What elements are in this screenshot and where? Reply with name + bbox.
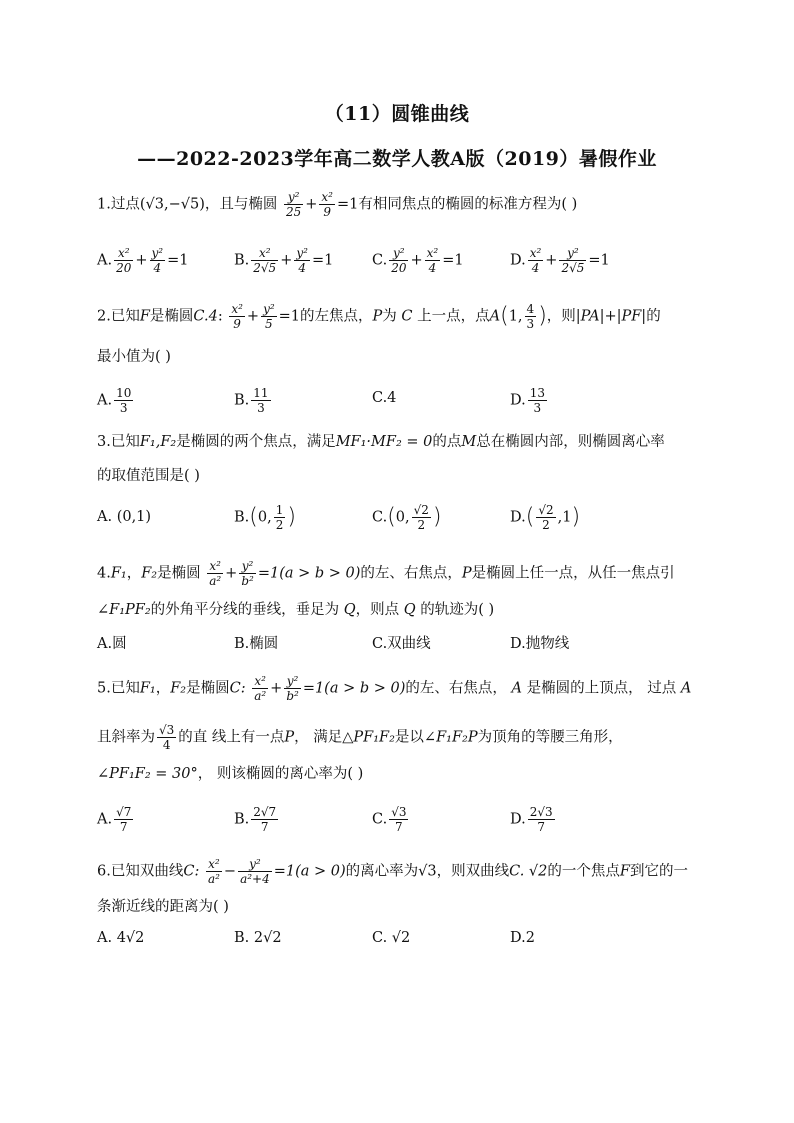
q4-option-b: B.椭圆 xyxy=(234,636,279,652)
q6-option-d: D.2 xyxy=(510,930,535,946)
q1-point: (√3,−√5) xyxy=(139,196,205,213)
page-subtitle: ——2022-2023学年高二数学人教A版（2019）暑假作业 xyxy=(137,148,657,170)
q4-option-c: C.双曲线 xyxy=(372,636,431,652)
q1-option-d: D. $\frac{\text{x²}}{4}$ + $\frac{\text{y²}}{2√5}$ =1 xyxy=(510,246,610,275)
q5-option-c: C. $\frac{√3}{7}$ xyxy=(372,805,407,834)
q3-option-c: C.(0, $\frac{√2}{2}$ ) xyxy=(372,503,442,532)
q1-option-c: C. $\frac{\text{y²}}{20}$ + $\frac{\text{x²}}{4}$ =1 xyxy=(372,246,464,275)
q3-stem-line2: 的取值范围是( ) xyxy=(97,468,200,484)
q6-stem: 6.已知双曲线C: $\frac{\text{x²}}{\text{a²}}$ − $\frac{\text{y²}}{\text{a²+4}}$ =1(a > 0)的离心率为√3，则双曲线C. √2的一个焦点F到它的一 xyxy=(97,857,688,886)
q4-option-d: D.抛物线 xyxy=(510,636,570,652)
q6-option-a: A. 4√2 xyxy=(97,930,145,946)
q5-stem-line3: ∠PF₁F₂ = 30°， 则该椭圆的离心率为( ) xyxy=(97,766,364,782)
q4-stem: 4.F₁，F₂是椭圆 $\frac{\text{x²}}{\text{a²}}$ + $\frac{\text{y²}}{\text{b²}}$ =1(a > b > 0)的左、右焦点，P是椭圆上任一点，从任一焦点引 xyxy=(97,559,675,588)
q4-stem-line2: ∠F₁PF₂的外角平分线的垂线，垂足为 Q，则点 Q 的轨迹为( ) xyxy=(97,602,495,618)
page-title: （11）圆锥曲线 xyxy=(324,103,470,125)
q2-option-b: B. $\frac{11}{3}$ xyxy=(234,386,269,415)
q2-option-c: C.4 xyxy=(372,390,397,406)
q5-option-b: B. $\frac{2√7}{7}$ xyxy=(234,805,277,834)
q1-stem: 1.过点(√3,−√5)，且与椭圆 $\frac{\text{y²}}{25}$ + $\frac{\text{x²}}{9}$ =1有相同焦点的椭圆的标准方程为( ) xyxy=(97,190,578,219)
q4-option-a: A.圆 xyxy=(97,636,127,652)
q3-stem: 3.已知F₁,F₂是椭圆的两个焦点，满足MF₁·MF₂ = 0的点M总在椭圆内部，则椭圆离心率 xyxy=(97,434,665,450)
q2-stem-line2: 最小值为( ) xyxy=(97,349,171,365)
q3-option-d: D.( $\frac{√2}{2}$ ,1) xyxy=(510,503,581,532)
q5-option-d: D. $\frac{2√3}{7}$ xyxy=(510,805,553,834)
q6-stem-line2: 条渐近线的距离为( ) xyxy=(97,899,229,915)
q2-stem: 2.已知F是椭圆C.4: $\frac{\text{x²}}{9}$ + $\frac{\text{y²}}{5}$ =1的左焦点，P为 C 上一点，点A(1, $\frac{4}{3}$ )，则|PA|+|PF|的 xyxy=(97,302,661,331)
q1-option-b: B. $\frac{\text{x²}}{2√5}$ + $\frac{\text{y²}}{4}$ =1 xyxy=(234,246,334,275)
q3-option-b: B.(0, $\frac{1}{2}$ ) xyxy=(234,503,296,532)
q6-option-b: B. 2√2 xyxy=(234,930,282,946)
q1-option-a: A. $\frac{\text{x²}}{20}$ + $\frac{\text{y²}}{4}$ =1 xyxy=(97,246,189,275)
q3-option-a: A. (0,1) xyxy=(97,509,152,525)
q5-stem-line2: 且斜率为 $\frac{√3}{4}$ 的直 线上有一点P， 满足△PF₁F₂是以∠F₁F₂P为顶角的等腰三角形， xyxy=(97,723,623,752)
q5-option-a: A. $\frac{√7}{7}$ xyxy=(97,805,132,834)
q2-option-a: A. $\frac{10}{3}$ xyxy=(97,386,132,415)
q2-option-d: D. $\frac{13}{3}$ xyxy=(510,386,545,415)
q5-stem: 5.已知F₁，F₂是椭圆C: $\frac{\text{x²}}{\text{a²}}$ + $\frac{\text{y²}}{\text{b²}}$ =1(a > b > 0)的左、右焦点， A 是椭圆的上顶点， 过点 A xyxy=(97,674,692,703)
q6-option-c: C. √2 xyxy=(372,930,411,946)
